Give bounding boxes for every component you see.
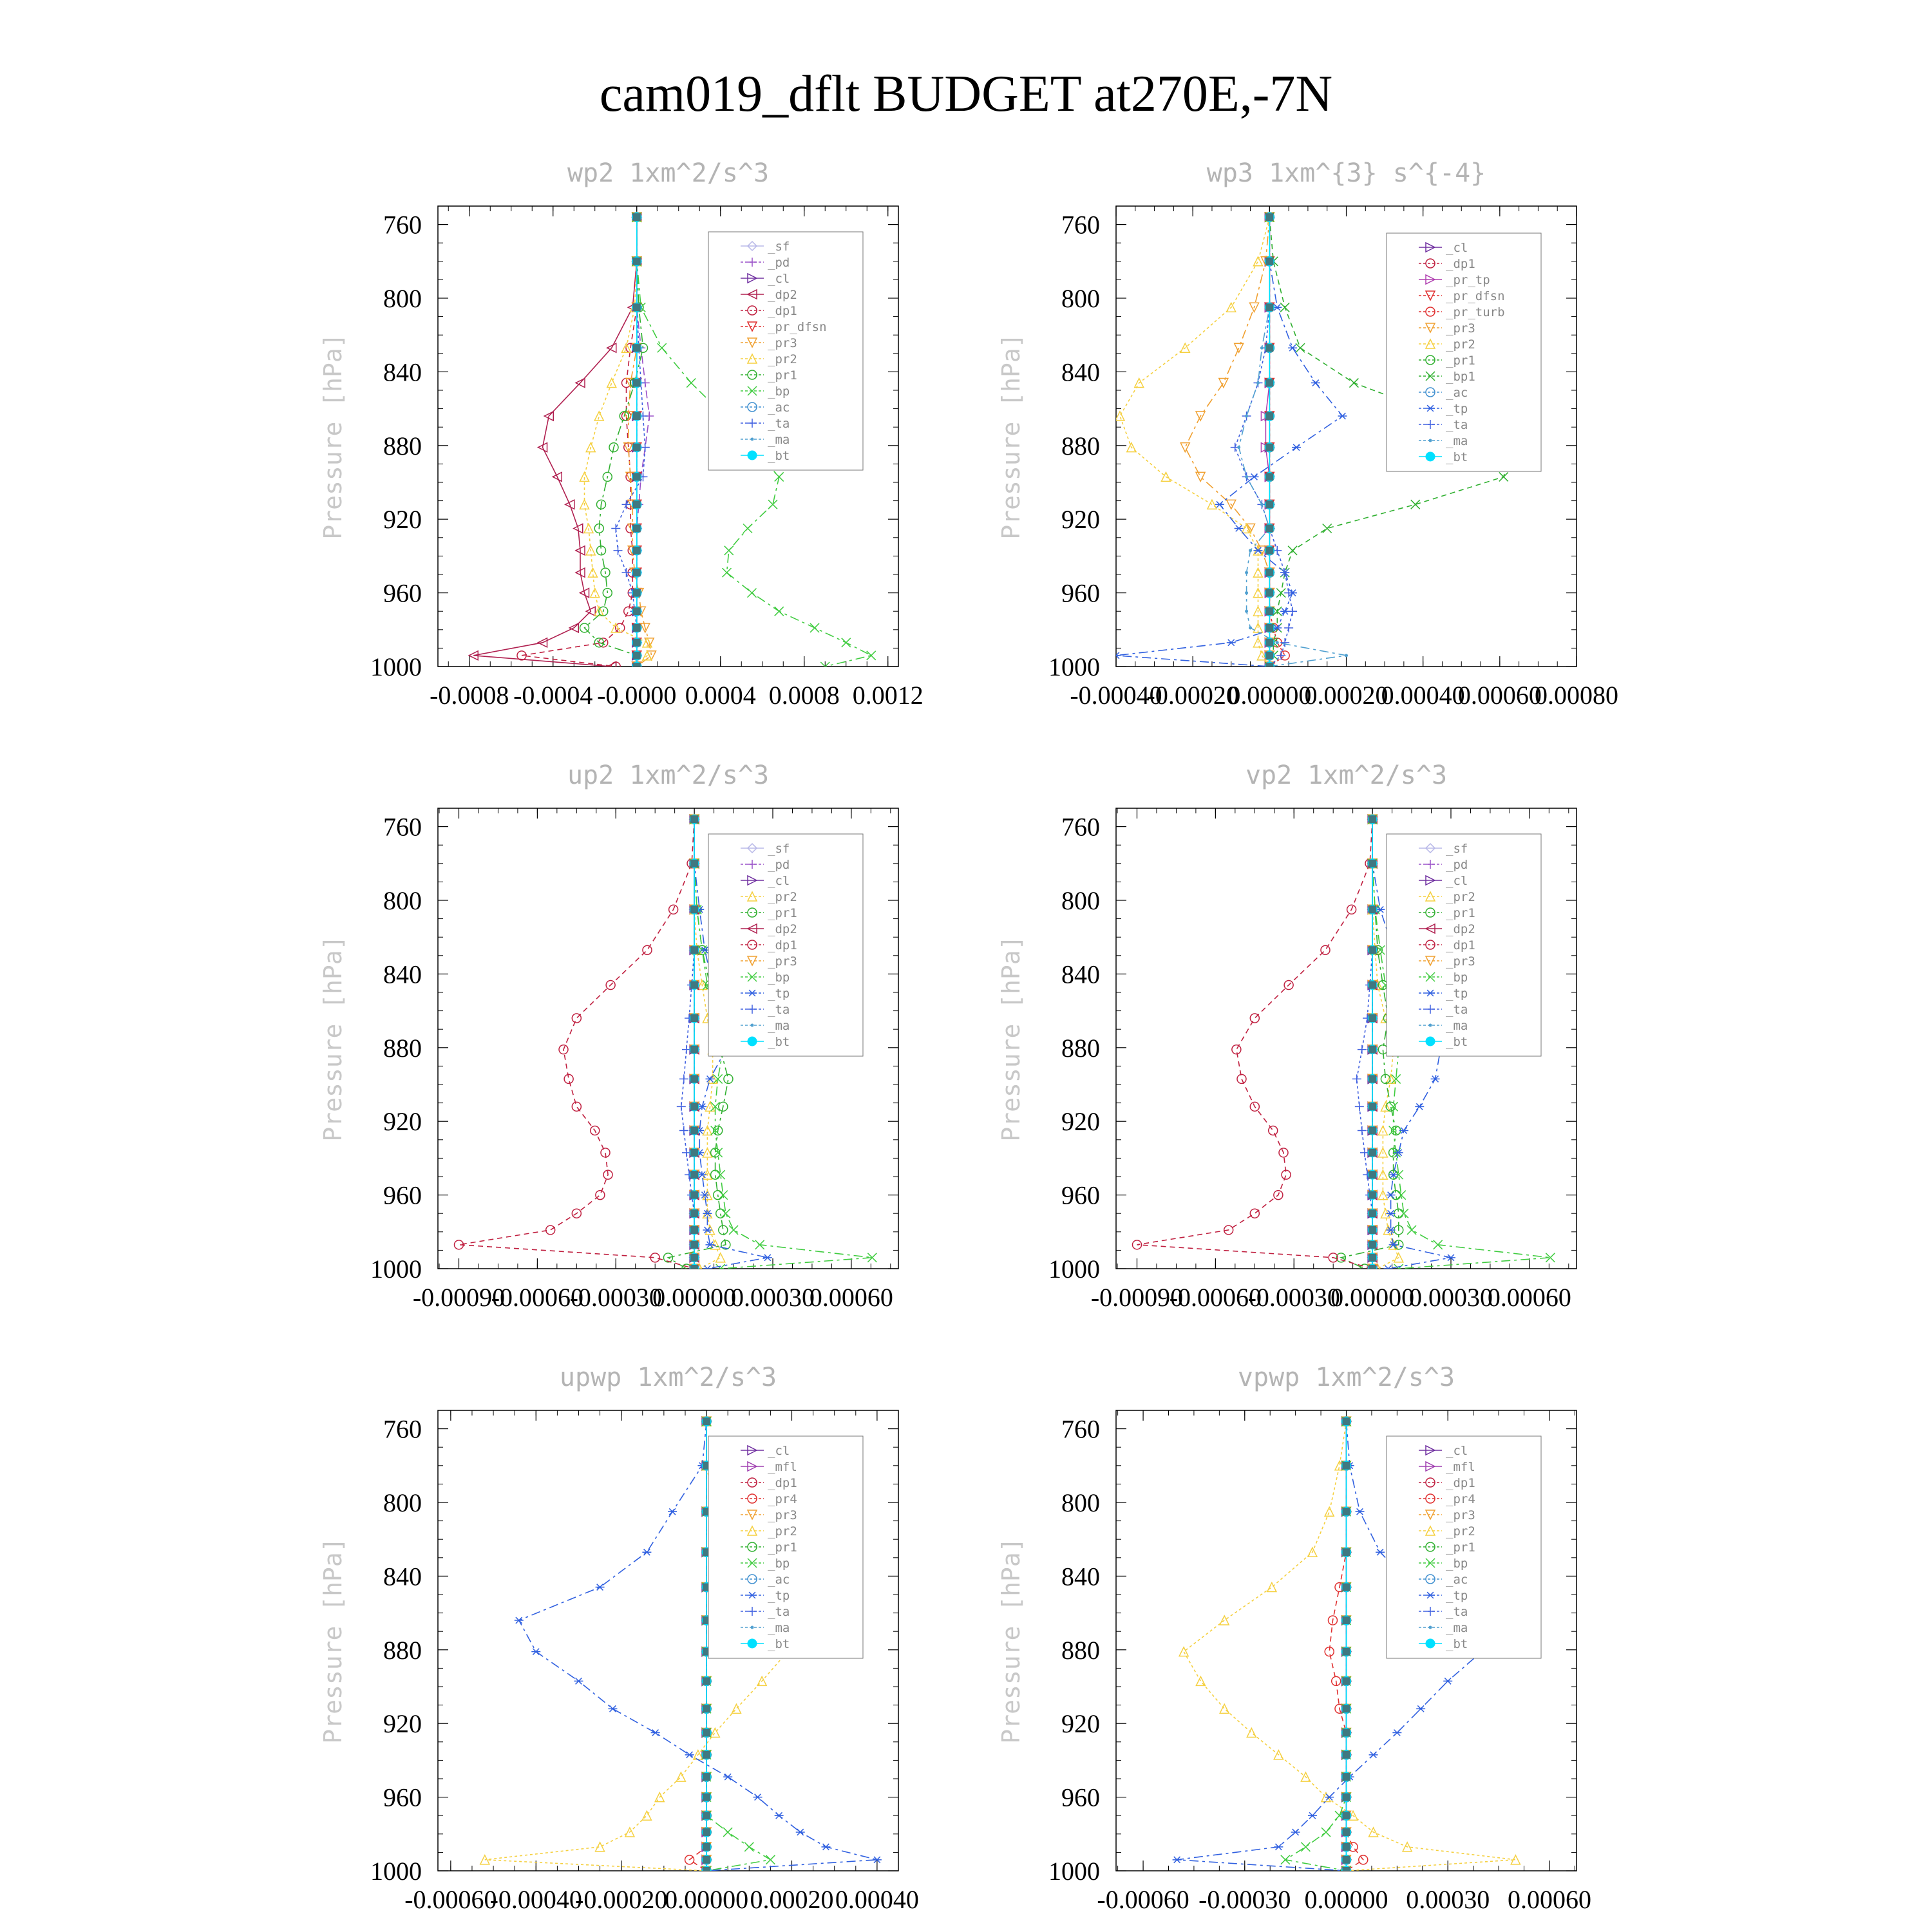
x-tick-label: 0.00030 [1409,1283,1493,1312]
legend-label: _bt [1446,450,1468,464]
data-point [1343,1751,1350,1759]
y-axis-label: Pressure [hPa] [319,333,347,540]
x-tick-label: 0.00000 [1227,681,1312,710]
data-point [633,444,641,451]
x-tick-label: -0.00020 [575,1885,668,1914]
legend-label: _pr1 [768,1540,797,1555]
legend-label: _pr_turb [1446,305,1505,319]
legend-label: _dp1 [768,938,797,952]
legend-label: _bp1 [1446,370,1475,384]
y-tick-label: 800 [1061,284,1100,313]
data-point [703,1705,710,1712]
data-point [1368,1127,1376,1135]
x-tick-label: 0.00020 [750,1885,834,1914]
y-tick-label: 1000 [1048,1857,1100,1886]
x-tick-label: -0.00060 [404,1885,497,1914]
data-point [1237,446,1240,449]
legend-label: _mfl [768,1460,797,1474]
data-point [1345,654,1348,657]
x-tick-label: -0.00030 [1247,1283,1340,1312]
y-tick-label: 1000 [1048,1255,1100,1283]
panel-title: wp3 1xm^{3} s^{-4} [1206,158,1486,188]
x-tick-label: -0.00090 [1090,1283,1184,1312]
data-point [1265,639,1273,647]
legend-label: _tp [768,1589,790,1603]
legend-label: _pr3 [768,1508,797,1522]
legend-label: _bp [1446,971,1468,985]
y-tick-label: 840 [383,357,422,387]
data-point [690,905,698,913]
data-point [633,379,641,387]
legend-label: _pr4 [768,1492,797,1506]
legend-label: _pr1 [768,368,797,383]
y-axis-label: Pressure [hPa] [997,935,1025,1142]
data-point [633,569,641,576]
data-point [1265,344,1273,352]
legend-label: _bt [768,1035,790,1049]
x-tick-label: 0.00080 [1535,681,1618,710]
data-point [1249,549,1252,552]
y-tick-label: 760 [383,1414,422,1444]
legend-label: _ac [768,401,790,415]
data-point [1343,1584,1350,1591]
legend-label: _pr3 [768,336,797,350]
legend-label: _bp [1446,1557,1468,1571]
data-point [690,1191,698,1199]
data-point [1368,1209,1376,1217]
x-tick-label: 0.0004 [685,681,756,710]
data-point [633,213,641,221]
y-tick-label: 960 [383,1180,422,1210]
legend-label: _ma [1446,434,1468,448]
data-point [690,1127,698,1135]
data-point [633,303,641,311]
data-point [1343,1856,1350,1864]
data-point [690,1075,698,1083]
data-point [1368,1171,1376,1179]
legend-label: _bp [768,384,790,399]
data-point [1265,500,1273,508]
data-point [1260,346,1264,350]
y-tick-label: 760 [383,210,422,240]
data-point [703,1729,710,1737]
data-point [1260,503,1264,506]
data-point [1343,1462,1350,1470]
legend-label: _pr1 [1446,354,1475,368]
legend-label: _sf [768,240,790,254]
x-tick-label: -0.00020 [1146,681,1239,710]
y-axis-label: Pressure [hPa] [319,935,347,1142]
data-point [1265,412,1273,420]
legend-label: _pd [1446,858,1468,872]
data-point [633,500,641,508]
data-point [1245,591,1248,594]
legend-label: _ac [1446,386,1468,400]
legend-label: _sf [1446,842,1468,856]
x-tick-label: 0.00060 [1457,681,1542,710]
y-tick-label: 1000 [370,1857,422,1886]
data-point [633,624,641,632]
data-point [1343,1677,1350,1685]
data-point [633,344,641,352]
y-tick-label: 960 [1061,1783,1100,1812]
y-axis-label: Pressure [hPa] [997,1537,1025,1744]
legend-label: _pr2 [768,352,797,366]
legend-label: _dp1 [768,304,797,318]
legend-label: _dp2 [768,922,797,936]
data-point [633,473,641,480]
y-tick-label: 880 [383,431,422,460]
legend-label: _bt [1446,1637,1468,1651]
legend-label: _bt [1446,1035,1468,1049]
x-tick-label: -0.0004 [513,681,593,710]
data-point [1276,641,1279,644]
y-tick-label: 920 [1061,1107,1100,1137]
x-tick-label: -0.00090 [412,1283,506,1312]
data-point [1368,1254,1376,1262]
y-tick-label: 800 [383,886,422,915]
legend-label: _pr3 [768,954,797,969]
legend-label: _tp [768,987,790,1001]
legend-label: _tp [1446,402,1468,416]
legend-label: _pr3 [1446,1508,1475,1522]
legend-label: _pr2 [768,890,797,904]
legend-label: _sf [768,842,790,856]
legend-label: _cl [768,874,790,888]
data-point [1343,1773,1350,1781]
data-point [633,547,641,554]
legend-label: _dp1 [1446,1476,1475,1490]
data-point [690,1046,698,1054]
data-point [633,525,641,533]
y-tick-label: 800 [383,284,422,313]
legend-label: _ta [1446,1003,1468,1017]
legend-label: _ac [1446,1573,1468,1587]
y-tick-label: 840 [383,960,422,989]
data-point [690,1171,698,1179]
data-point [690,1241,698,1249]
y-tick-label: 880 [383,1033,422,1063]
legend-label: _pr2 [1446,1524,1475,1539]
x-tick-label: -0.00030 [569,1283,662,1312]
data-point [1265,379,1273,387]
legend-label: _cl [1446,874,1468,888]
legend-marker [748,1639,757,1648]
data-point [690,981,698,989]
data-point [1343,1417,1350,1425]
data-point [1265,303,1273,311]
x-tick-label: 0.00040 [835,1885,919,1914]
y-tick-label: 880 [1061,1635,1100,1665]
data-point [1368,1191,1376,1199]
x-tick-label: 0.00020 [1304,681,1388,710]
legend-label: _bp [768,1557,790,1571]
data-point [703,1812,710,1819]
x-tick-label: -0.0008 [430,681,509,710]
x-tick-label: 0.00060 [1487,1283,1571,1312]
legend-label: _ta [768,417,790,431]
data-point [1265,258,1273,265]
y-tick-label: 960 [383,1783,422,1812]
data-point [690,1149,698,1157]
data-point [1265,589,1273,597]
data-point [1343,1843,1350,1851]
y-tick-label: 920 [1061,505,1100,535]
y-tick-label: 760 [383,812,422,842]
x-tick-label: 0.00060 [1507,1885,1591,1914]
legend-label: _dp2 [1446,922,1475,936]
data-point [690,1226,698,1234]
legend [708,834,863,1056]
data-point [1368,815,1376,823]
y-tick-label: 840 [1061,960,1100,989]
legend-label: _bp [768,971,790,985]
legend [1387,1436,1541,1658]
panel-title: wp2 1xm^2/s^3 [567,158,770,188]
x-tick-label: 0.00000 [1304,1885,1388,1914]
legend-label: _pr1 [1446,906,1475,920]
data-point [1368,946,1376,954]
data-point [690,860,698,867]
legend-marker [1429,1626,1432,1629]
legend-label: _pd [768,256,790,270]
data-point [703,1751,710,1759]
data-point [703,1843,710,1851]
y-tick-label: 920 [383,1709,422,1739]
y-tick-label: 800 [1061,886,1100,915]
x-tick-label: 0.00040 [1381,681,1465,710]
data-point [1343,1812,1350,1819]
legend [708,1436,863,1658]
legend-label: _ac [768,1573,790,1587]
data-point [690,1014,698,1022]
data-point [1245,610,1248,613]
panel-title: upwp 1xm^2/s^3 [559,1363,777,1392]
data-point [1368,905,1376,913]
y-axis-label: Pressure [hPa] [997,333,1025,540]
data-point [1368,1075,1376,1083]
legend-label: _ma [1446,1019,1468,1033]
data-point [703,1794,710,1801]
data-point [1368,981,1376,989]
legend [1387,834,1541,1056]
y-tick-label: 920 [383,1107,422,1137]
data-point [1343,1648,1350,1656]
y-tick-label: 1000 [370,652,422,681]
legend-label: _ma [1446,1621,1468,1635]
x-tick-label: -0.0000 [597,681,677,710]
legend-label: _pr2 [1446,337,1475,352]
data-point [1265,624,1273,632]
data-point [1368,1046,1376,1054]
data-point [703,1677,710,1685]
data-point [690,1254,698,1262]
data-point [1265,213,1273,221]
legend-label: _pr4 [1446,1492,1475,1506]
y-tick-label: 960 [1061,578,1100,608]
data-point [1245,475,1248,478]
y-tick-label: 800 [1061,1488,1100,1517]
data-point [1265,547,1273,554]
legend-label: _pr1 [1446,1540,1475,1555]
y-tick-label: 920 [1061,1709,1100,1739]
legend-label: _pr_tp [1446,273,1490,287]
y-tick-label: 760 [1061,210,1100,240]
data-point [1343,1794,1350,1801]
legend-label: _pr_dfsn [1446,289,1505,303]
y-tick-label: 960 [383,578,422,608]
legend-marker [1426,452,1435,461]
legend-label: _pd [768,858,790,872]
data-point [690,1209,698,1217]
panel-title: vpwp 1xm^2/s^3 [1237,1363,1455,1392]
y-tick-label: 840 [1061,1562,1100,1591]
legend-marker [748,451,757,460]
data-point [1245,415,1248,418]
y-axis-label: Pressure [hPa] [319,1537,347,1744]
x-tick-label: 0.00000 [665,1885,749,1914]
y-tick-label: 880 [1061,431,1100,460]
x-tick-label: -0.00060 [1169,1283,1262,1312]
y-tick-label: 1000 [370,1255,422,1283]
legend-label: _cl [1446,1444,1468,1458]
data-point [1343,1616,1350,1624]
x-tick-label: 0.00060 [809,1283,893,1312]
x-tick-label: 0.0008 [768,681,840,710]
data-point [1368,1226,1376,1234]
data-point [703,1773,710,1781]
data-point [1343,1508,1350,1515]
y-tick-label: 760 [1061,1414,1100,1444]
data-point [1368,1149,1376,1157]
legend-label: _pr1 [768,906,797,920]
legend-marker [1426,1639,1435,1648]
legend-label: _ta [768,1003,790,1017]
y-tick-label: 1000 [1048,652,1100,681]
legend-label: _tp [1446,1589,1468,1603]
legend [1387,233,1541,471]
data-point [1265,444,1273,451]
legend-label: _ma [768,433,790,447]
x-tick-label: -0.00030 [1198,1885,1291,1914]
data-point [1368,1103,1376,1110]
legend-label: _ma [768,1621,790,1635]
y-tick-label: 840 [383,1562,422,1591]
legend-label: _bt [768,1637,790,1651]
legend [708,232,863,470]
figure-title: cam019_dflt BUDGET at270E,-7N [599,66,1333,122]
y-tick-label: 880 [1061,1033,1100,1063]
panel-title: vp2 1xm^2/s^3 [1245,761,1448,790]
legend-label: _pr2 [1446,890,1475,904]
data-point [633,639,641,647]
x-tick-label: 0.00030 [731,1283,815,1312]
y-tick-label: 760 [1061,812,1100,842]
legend-marker [1426,1037,1435,1046]
legend-label: _tp [1446,987,1468,1001]
panel-title: up2 1xm^2/s^3 [567,761,770,790]
x-tick-label: -0.00060 [1097,1885,1189,1914]
y-tick-label: 920 [383,505,422,535]
data-point [1245,571,1248,574]
x-tick-label: -0.00060 [491,1283,584,1312]
legend-marker [1429,1024,1432,1027]
data-point [633,412,641,420]
data-point [1368,860,1376,867]
data-point [1265,525,1273,533]
legend-label: _ta [1446,1605,1468,1619]
x-tick-label: -0.00040 [1070,681,1162,710]
legend-marker [1429,439,1432,442]
data-point [1343,1548,1350,1556]
legend-label: _pr_dfsn [768,320,827,334]
data-point [1343,1729,1350,1737]
legend-label: _cl [1446,241,1468,255]
data-point [1265,473,1273,480]
legend-label: _dp1 [768,1476,797,1490]
data-point [1368,1241,1376,1249]
y-tick-label: 840 [1061,357,1100,387]
legend-label: _pr3 [1446,954,1475,969]
legend-label: _pr3 [1446,321,1475,336]
data-point [633,589,641,597]
data-point [633,258,641,265]
legend-marker [751,1024,754,1027]
data-point [1265,607,1273,615]
data-point [1256,381,1260,384]
data-point [1265,569,1273,576]
data-point [690,946,698,954]
data-point [703,1417,710,1425]
data-point [1265,652,1273,659]
data-point [1343,1828,1350,1836]
legend-label: _dp1 [1446,938,1475,952]
data-point [633,652,641,659]
data-point [1368,1014,1376,1022]
legend-marker [751,438,754,441]
legend-label: _dp1 [1446,257,1475,271]
legend-label: _bt [768,449,790,463]
x-tick-label: 0.0012 [852,681,923,710]
legend-label: _ma [768,1019,790,1033]
legend-label: _pr2 [768,1524,797,1539]
legend-label: _cl [768,1444,790,1458]
y-tick-label: 800 [383,1488,422,1517]
x-tick-label: 0.00030 [1406,1885,1490,1914]
data-point [690,1103,698,1110]
legend-label: _ta [768,1605,790,1619]
legend-label: _dp2 [768,288,797,302]
x-tick-label: 0.00000 [1331,1283,1415,1312]
legend-label: _mfl [1446,1460,1475,1474]
y-tick-label: 960 [1061,1180,1100,1210]
legend-label: _ta [1446,418,1468,432]
data-point [690,815,698,823]
legend-marker [748,1037,757,1046]
data-point [703,1828,710,1836]
y-tick-label: 880 [383,1635,422,1665]
data-point [633,607,641,615]
x-tick-label: 0.00000 [652,1283,737,1312]
data-point [703,1856,710,1864]
x-tick-label: -0.00040 [489,1885,582,1914]
legend-marker [751,1626,754,1629]
data-point [1343,1705,1350,1712]
data-point [1249,626,1252,629]
legend-label: _cl [768,272,790,286]
